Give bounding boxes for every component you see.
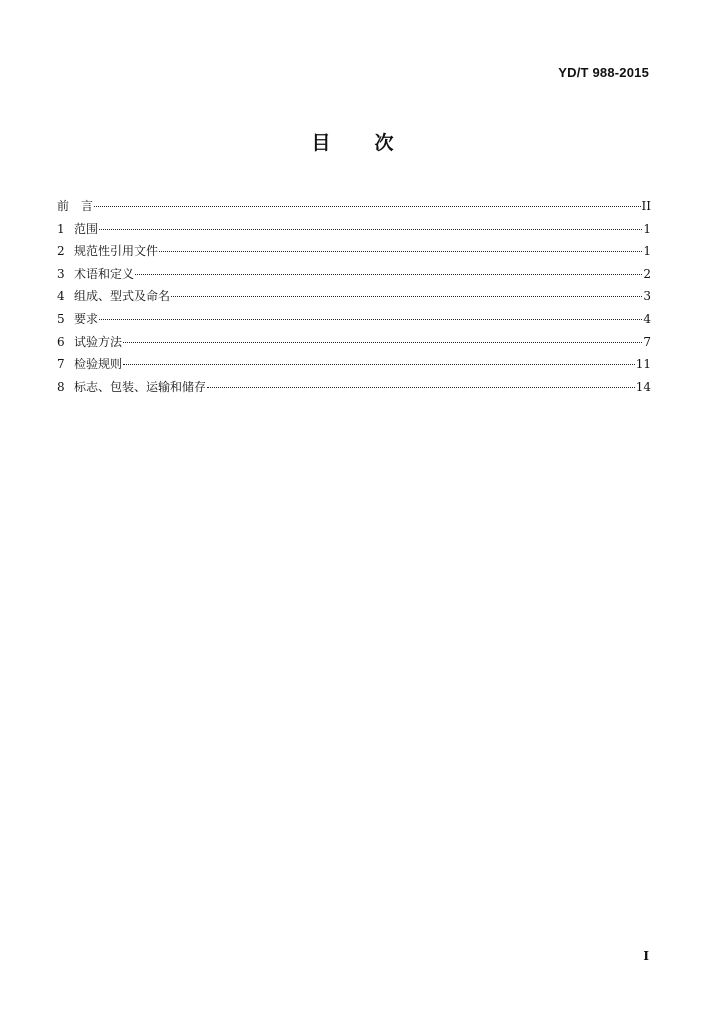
- toc-label: 组成、型式及命名: [74, 289, 171, 304]
- toc-row[interactable]: [57, 376, 651, 399]
- toc-number: 7: [57, 357, 65, 372]
- toc-leader: [123, 342, 642, 343]
- toc-page: II: [641, 199, 651, 213]
- toc-leader: [171, 296, 642, 297]
- title-char-1: 目: [311, 132, 331, 154]
- title-char-2: 次: [374, 132, 394, 154]
- toc-leader: [135, 274, 642, 275]
- toc-page: 1: [643, 221, 651, 236]
- toc-number: 8: [57, 379, 65, 394]
- toc-label: 规范性引用文件: [74, 244, 159, 259]
- table-of-contents: [57, 195, 651, 398]
- toc-row[interactable]: [57, 331, 651, 354]
- toc-row[interactable]: [57, 263, 651, 286]
- preface-char-2: 言: [81, 199, 94, 213]
- toc-page: 1: [643, 244, 651, 259]
- toc-number: 5: [57, 311, 65, 326]
- toc-leader: [123, 364, 635, 365]
- toc-page: 3: [643, 289, 651, 304]
- toc-leader: [99, 229, 642, 230]
- standard-code: YD/T 988-2015: [558, 65, 649, 80]
- preface-char-1: 前: [57, 199, 70, 213]
- toc-label: 术语和定义: [74, 266, 135, 281]
- toc-row[interactable]: [57, 218, 651, 241]
- page-title: [0, 128, 705, 155]
- toc-number: 4: [57, 289, 65, 304]
- toc-label: 要求: [74, 311, 99, 326]
- toc-page: 7: [643, 334, 651, 349]
- toc-leader: [207, 387, 635, 388]
- toc-leader: [159, 251, 642, 252]
- toc-number: 3: [57, 266, 65, 281]
- toc-page: 14: [635, 379, 651, 394]
- toc-page: 2: [643, 266, 651, 281]
- toc-label: 范围: [74, 221, 99, 236]
- toc-row[interactable]: [57, 240, 651, 263]
- toc-row[interactable]: [57, 353, 651, 376]
- toc-page: 11: [635, 357, 651, 372]
- toc-label: 检验规则: [74, 357, 123, 372]
- toc-label: 标志、包装、运输和储存: [74, 379, 207, 394]
- toc-label: [57, 195, 93, 218]
- page-number: I: [643, 949, 649, 963]
- toc-leader: [94, 206, 640, 207]
- toc-page: 4: [643, 311, 651, 326]
- toc-row-preface[interactable]: [57, 195, 651, 218]
- toc-row[interactable]: [57, 285, 651, 308]
- toc-row[interactable]: [57, 308, 651, 331]
- toc-number: 6: [57, 334, 65, 349]
- toc-number: 2: [57, 244, 65, 259]
- toc-label: 试验方法: [74, 334, 123, 349]
- toc-number: 1: [57, 221, 65, 236]
- toc-leader: [99, 319, 642, 320]
